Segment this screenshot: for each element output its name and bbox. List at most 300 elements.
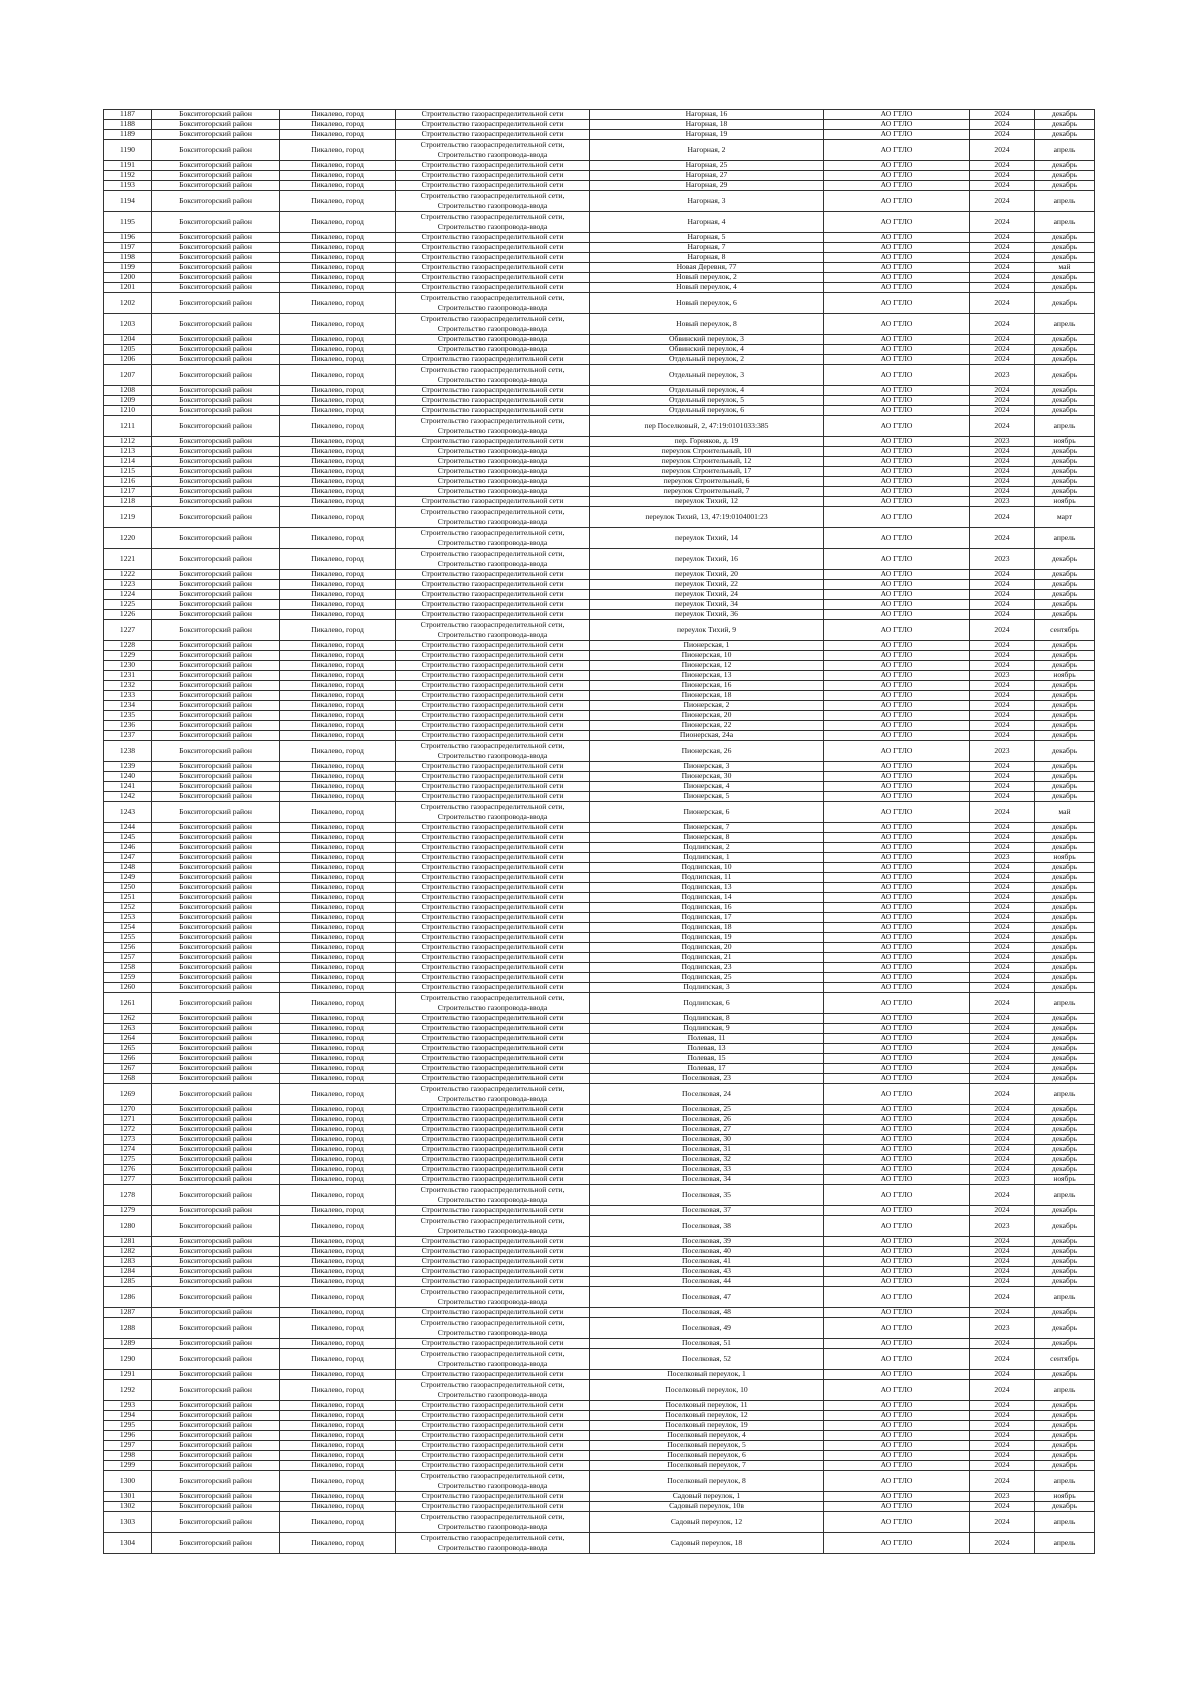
table-row <box>104 802 1095 823</box>
cell-settlement: Пикалево, город <box>280 741 396 762</box>
cell-district: Бокситогорский район <box>152 1411 280 1421</box>
table-row <box>104 293 1095 314</box>
cell-row-number: 1292 <box>104 1380 152 1401</box>
cell-settlement: Пикалево, город <box>280 233 396 243</box>
cell-district: Бокситогорский район <box>152 762 280 772</box>
table-row <box>104 590 1095 600</box>
cell-settlement: Пикалево, город <box>280 853 396 863</box>
cell-work-type-text: Строительство газораспределительной сети, Строительство газопровода-ввода <box>420 1512 565 1531</box>
cell-settlement: Пикалево, город <box>280 1267 396 1277</box>
cell-work-type: Строительство газораспределительной сети <box>396 782 590 792</box>
cell-organization: АО ГТЛО <box>824 457 970 467</box>
cell-district: Бокситогорский район <box>152 933 280 943</box>
cell-settlement: Пикалево, город <box>280 731 396 741</box>
table-row <box>104 1074 1095 1084</box>
cell-work-type: Строительство газораспределительной сети <box>396 497 590 507</box>
cell-address: Подлипская, 2 <box>590 843 824 853</box>
cell-year: 2024 <box>970 1054 1035 1064</box>
table-row <box>104 1024 1095 1034</box>
cell-district: Бокситогорский район <box>152 1512 280 1533</box>
cell-settlement: Пикалево, город <box>280 1411 396 1421</box>
cell-settlement: Пикалево, город <box>280 212 396 233</box>
cell-organization: АО ГТЛО <box>824 447 970 457</box>
cell-month: декабрь <box>1035 243 1095 253</box>
cell-row-number: 1189 <box>104 130 152 140</box>
cell-district: Бокситогорский район <box>152 983 280 993</box>
cell-year: 2024 <box>970 528 1035 549</box>
cell-settlement: Пикалево, город <box>280 549 396 570</box>
cell-work-type: Строительство газораспределительной сети <box>396 253 590 263</box>
cell-month: декабрь <box>1035 953 1095 963</box>
cell-year: 2024 <box>970 1014 1035 1024</box>
cell-row-number: 1246 <box>104 843 152 853</box>
cell-year: 2023 <box>970 671 1035 681</box>
cell-month: апрель <box>1035 416 1095 437</box>
table-row <box>104 365 1095 386</box>
cell-work-type: Строительство газораспределительной сети <box>396 691 590 701</box>
cell-organization: АО ГТЛО <box>824 1155 970 1165</box>
cell-settlement: Пикалево, город <box>280 507 396 528</box>
cell-work-type: Строительство газораспределительной сети <box>396 1421 590 1431</box>
table-row <box>104 191 1095 212</box>
table-row <box>104 681 1095 691</box>
table-row <box>104 570 1095 580</box>
cell-month: декабрь <box>1035 983 1095 993</box>
cell-row-number: 1255 <box>104 933 152 943</box>
cell-row-number: 1190 <box>104 140 152 161</box>
cell-month: декабрь <box>1035 293 1095 314</box>
cell-address: Полевая, 17 <box>590 1064 824 1074</box>
cell-settlement: Пикалево, город <box>280 973 396 983</box>
cell-work-type: Строительство газораспределительной сети <box>396 1074 590 1084</box>
cell-organization: АО ГТЛО <box>824 549 970 570</box>
cell-district: Бокситогорский район <box>152 1451 280 1461</box>
cell-address: Обвинский переулок, 4 <box>590 345 824 355</box>
cell-year: 2024 <box>970 314 1035 335</box>
cell-year: 2024 <box>970 181 1035 191</box>
cell-month: декабрь <box>1035 1044 1095 1054</box>
cell-district: Бокситогорский район <box>152 1308 280 1318</box>
cell-address: переулок Тихий, 16 <box>590 549 824 570</box>
cell-year: 2024 <box>970 1533 1035 1554</box>
cell-address: Поселковый переулок, 10 <box>590 1380 824 1401</box>
cell-month: декабрь <box>1035 661 1095 671</box>
cell-address: Поселковый переулок, 8 <box>590 1471 824 1492</box>
cell-organization: АО ГТЛО <box>824 933 970 943</box>
cell-month: декабрь <box>1035 273 1095 283</box>
cell-year: 2024 <box>970 293 1035 314</box>
cell-district: Бокситогорский район <box>152 497 280 507</box>
cell-row-number: 1248 <box>104 863 152 873</box>
table-row <box>104 1185 1095 1206</box>
cell-work-type <box>396 549 590 570</box>
cell-row-number: 1290 <box>104 1349 152 1370</box>
cell-work-type: Строительство газораспределительной сети <box>396 893 590 903</box>
cell-month: декабрь <box>1035 1105 1095 1115</box>
cell-month: декабрь <box>1035 130 1095 140</box>
cell-work-type: Строительство газопровода-ввода <box>396 447 590 457</box>
cell-settlement: Пикалево, город <box>280 140 396 161</box>
cell-year: 2024 <box>970 913 1035 923</box>
cell-work-type: Строительство газораспределительной сети <box>396 1125 590 1135</box>
cell-work-type: Строительство газораспределительной сети <box>396 1105 590 1115</box>
cell-work-type-text: Строительство газораспределительной сети, Строительство газопровода-ввода <box>420 212 565 231</box>
cell-month: ноябрь <box>1035 853 1095 863</box>
cell-month: декабрь <box>1035 283 1095 293</box>
cell-work-type: Строительство газораспределительной сети <box>396 110 590 120</box>
cell-address: переулок Тихий, 24 <box>590 590 824 600</box>
cell-year: 2024 <box>970 943 1035 953</box>
table-row <box>104 853 1095 863</box>
cell-organization: АО ГТЛО <box>824 293 970 314</box>
cell-year: 2024 <box>970 1044 1035 1054</box>
cell-organization: АО ГТЛО <box>824 661 970 671</box>
cell-settlement: Пикалево, город <box>280 863 396 873</box>
cell-settlement: Пикалево, город <box>280 923 396 933</box>
cell-row-number: 1197 <box>104 243 152 253</box>
cell-month: декабрь <box>1035 1421 1095 1431</box>
cell-year: 2023 <box>970 549 1035 570</box>
cell-year: 2024 <box>970 1471 1035 1492</box>
cell-settlement: Пикалево, город <box>280 1370 396 1380</box>
cell-district: Бокситогорский район <box>152 1044 280 1054</box>
cell-year: 2024 <box>970 1135 1035 1145</box>
cell-work-type <box>396 802 590 823</box>
cell-year: 2024 <box>970 973 1035 983</box>
cell-address: Поселковая, 51 <box>590 1339 824 1349</box>
cell-row-number: 1206 <box>104 355 152 365</box>
cell-address: пер Поселковый, 2, 47:19:0101033:385 <box>590 416 824 437</box>
cell-address: Полевая, 13 <box>590 1044 824 1054</box>
table-row <box>104 396 1095 406</box>
cell-settlement: Пикалево, город <box>280 487 396 497</box>
cell-settlement: Пикалево, город <box>280 386 396 396</box>
table-row <box>104 355 1095 365</box>
cell-month: декабрь <box>1035 1074 1095 1084</box>
table-row <box>104 1135 1095 1145</box>
cell-row-number: 1300 <box>104 1471 152 1492</box>
cell-address: Подлипская, 25 <box>590 973 824 983</box>
table-row <box>104 1216 1095 1237</box>
cell-organization: АО ГТЛО <box>824 762 970 772</box>
cell-month: декабрь <box>1035 477 1095 487</box>
cell-row-number: 1278 <box>104 1185 152 1206</box>
cell-address: переулок Строительный, 12 <box>590 457 824 467</box>
cell-row-number: 1258 <box>104 963 152 973</box>
cell-row-number: 1294 <box>104 1411 152 1421</box>
cell-month: декабрь <box>1035 731 1095 741</box>
cell-address: Поселковая, 48 <box>590 1308 824 1318</box>
cell-settlement: Пикалево, город <box>280 600 396 610</box>
cell-address: Поселковый переулок, 6 <box>590 1451 824 1461</box>
cell-row-number: 1269 <box>104 1084 152 1105</box>
cell-row-number: 1254 <box>104 923 152 933</box>
cell-address: Подлипская, 13 <box>590 883 824 893</box>
cell-settlement: Пикалево, город <box>280 651 396 661</box>
cell-row-number: 1198 <box>104 253 152 263</box>
cell-district: Бокситогорский район <box>152 1471 280 1492</box>
cell-row-number: 1265 <box>104 1044 152 1054</box>
cell-settlement: Пикалево, город <box>280 823 396 833</box>
cell-row-number: 1267 <box>104 1064 152 1074</box>
cell-settlement: Пикалево, город <box>280 1257 396 1267</box>
cell-settlement: Пикалево, город <box>280 1318 396 1339</box>
cell-settlement: Пикалево, город <box>280 1380 396 1401</box>
cell-year: 2024 <box>970 1461 1035 1471</box>
cell-work-type-text: Строительство газораспределительной сети, Строительство газопровода-ввода <box>420 314 565 333</box>
cell-address: переулок Тихий, 36 <box>590 610 824 620</box>
cell-month: декабрь <box>1035 487 1095 497</box>
cell-month: декабрь <box>1035 833 1095 843</box>
cell-address: Нагорная, 8 <box>590 253 824 263</box>
cell-year: 2024 <box>970 963 1035 973</box>
cell-month: декабрь <box>1035 610 1095 620</box>
cell-settlement: Пикалево, город <box>280 243 396 253</box>
table-row <box>104 903 1095 913</box>
cell-row-number: 1208 <box>104 386 152 396</box>
cell-work-type: Строительство газораспределительной сети <box>396 1401 590 1411</box>
cell-work-type: Строительство газораспределительной сети <box>396 1165 590 1175</box>
cell-row-number: 1195 <box>104 212 152 233</box>
table-row <box>104 130 1095 140</box>
cell-row-number: 1191 <box>104 161 152 171</box>
cell-row-number: 1236 <box>104 721 152 731</box>
cell-settlement: Пикалево, город <box>280 1512 396 1533</box>
cell-work-type-text: Строительство газораспределительной сети, Строительство газопровода-ввода <box>420 1216 565 1235</box>
cell-organization: АО ГТЛО <box>824 1339 970 1349</box>
cell-address: Нагорная, 3 <box>590 191 824 212</box>
cell-year: 2024 <box>970 120 1035 130</box>
cell-year: 2024 <box>970 762 1035 772</box>
table-row <box>104 1155 1095 1165</box>
cell-settlement: Пикалево, город <box>280 1401 396 1411</box>
cell-organization: АО ГТЛО <box>824 1441 970 1451</box>
cell-settlement: Пикалево, город <box>280 873 396 883</box>
cell-month: декабрь <box>1035 549 1095 570</box>
cell-work-type-text: Строительство газораспределительной сети, Строительство газопровода-ввода <box>420 741 565 760</box>
cell-organization: АО ГТЛО <box>824 843 970 853</box>
cell-district: Бокситогорский район <box>152 416 280 437</box>
cell-district: Бокситогорский район <box>152 802 280 823</box>
cell-district: Бокситогорский район <box>152 883 280 893</box>
cell-month: декабрь <box>1035 335 1095 345</box>
cell-district: Бокситогорский район <box>152 335 280 345</box>
cell-year: 2023 <box>970 437 1035 447</box>
cell-work-type: Строительство газораспределительной сети <box>396 243 590 253</box>
table-row <box>104 528 1095 549</box>
cell-settlement: Пикалево, город <box>280 570 396 580</box>
cell-address: Пионерская, 2 <box>590 701 824 711</box>
cell-organization: АО ГТЛО <box>824 923 970 933</box>
table-row <box>104 1421 1095 1431</box>
table-row <box>104 1206 1095 1216</box>
cell-settlement: Пикалево, город <box>280 893 396 903</box>
cell-organization: АО ГТЛО <box>824 1216 970 1237</box>
cell-address: Поселковая, 52 <box>590 1349 824 1370</box>
cell-row-number: 1228 <box>104 641 152 651</box>
cell-work-type: Строительство газораспределительной сети <box>396 437 590 447</box>
cell-district: Бокситогорский район <box>152 843 280 853</box>
cell-district: Бокситогорский район <box>152 243 280 253</box>
cell-month: декабрь <box>1035 641 1095 651</box>
cell-month: декабрь <box>1035 721 1095 731</box>
cell-address: Подлипская, 10 <box>590 863 824 873</box>
cell-work-type-text: Строительство газораспределительной сети, Строительство газопровода-ввода <box>420 507 565 526</box>
cell-organization: АО ГТЛО <box>824 1044 970 1054</box>
cell-year: 2024 <box>970 467 1035 477</box>
cell-settlement: Пикалево, город <box>280 253 396 263</box>
cell-work-type: Строительство газораспределительной сети <box>396 1308 590 1318</box>
cell-month: декабрь <box>1035 762 1095 772</box>
cell-district: Бокситогорский район <box>152 191 280 212</box>
cell-month: декабрь <box>1035 1257 1095 1267</box>
cell-district: Бокситогорский район <box>152 130 280 140</box>
cell-year: 2024 <box>970 893 1035 903</box>
cell-row-number: 1220 <box>104 528 152 549</box>
cell-year: 2023 <box>970 497 1035 507</box>
cell-work-type: Строительство газораспределительной сети <box>396 701 590 711</box>
cell-row-number: 1231 <box>104 671 152 681</box>
cell-organization: АО ГТЛО <box>824 1431 970 1441</box>
cell-settlement: Пикалево, город <box>280 913 396 923</box>
cell-settlement: Пикалево, город <box>280 130 396 140</box>
cell-month: декабрь <box>1035 1461 1095 1471</box>
cell-settlement: Пикалево, город <box>280 120 396 130</box>
table-row <box>104 792 1095 802</box>
cell-district: Бокситогорский район <box>152 671 280 681</box>
cell-settlement: Пикалево, город <box>280 191 396 212</box>
cell-year: 2024 <box>970 731 1035 741</box>
cell-district: Бокситогорский район <box>152 345 280 355</box>
cell-address: Поселковая, 23 <box>590 1074 824 1084</box>
cell-work-type: Строительство газораспределительной сети <box>396 1277 590 1287</box>
table-row <box>104 1044 1095 1054</box>
cell-settlement: Пикалево, город <box>280 1492 396 1502</box>
cell-month: декабрь <box>1035 963 1095 973</box>
cell-month: апрель <box>1035 191 1095 212</box>
cell-address: Подлипская, 18 <box>590 923 824 933</box>
table-row <box>104 580 1095 590</box>
cell-address: Пионерская, 22 <box>590 721 824 731</box>
cell-organization: АО ГТЛО <box>824 600 970 610</box>
cell-year: 2024 <box>970 1421 1035 1431</box>
cell-organization: АО ГТЛО <box>824 1257 970 1267</box>
table-row <box>104 641 1095 651</box>
cell-address: Подлипская, 9 <box>590 1024 824 1034</box>
cell-organization: АО ГТЛО <box>824 580 970 590</box>
cell-row-number: 1268 <box>104 1074 152 1084</box>
cell-year: 2024 <box>970 1267 1035 1277</box>
cell-work-type: Строительство газораспределительной сети <box>396 1024 590 1034</box>
cell-row-number: 1302 <box>104 1502 152 1512</box>
cell-month: март <box>1035 507 1095 528</box>
cell-month: декабрь <box>1035 1115 1095 1125</box>
cell-row-number: 1266 <box>104 1054 152 1064</box>
cell-district: Бокситогорский район <box>152 641 280 651</box>
cell-organization: АО ГТЛО <box>824 873 970 883</box>
table-row <box>104 963 1095 973</box>
cell-settlement: Пикалево, город <box>280 1024 396 1034</box>
cell-month: декабрь <box>1035 883 1095 893</box>
cell-work-type <box>396 993 590 1014</box>
cell-row-number: 1245 <box>104 833 152 843</box>
cell-month: декабрь <box>1035 447 1095 457</box>
cell-district: Бокситогорский район <box>152 741 280 762</box>
cell-organization: АО ГТЛО <box>824 651 970 661</box>
table-row <box>104 953 1095 963</box>
cell-work-type-text: Строительство газораспределительной сети, Строительство газопровода-ввода <box>420 528 565 547</box>
cell-month: май <box>1035 263 1095 273</box>
cell-settlement: Пикалево, город <box>280 171 396 181</box>
cell-settlement: Пикалево, город <box>280 1084 396 1105</box>
cell-month: декабрь <box>1035 181 1095 191</box>
cell-year: 2024 <box>970 1349 1035 1370</box>
cell-month: декабрь <box>1035 691 1095 701</box>
cell-month: декабрь <box>1035 1237 1095 1247</box>
cell-address: переулок Тихий, 14 <box>590 528 824 549</box>
cell-district: Бокситогорский район <box>152 110 280 120</box>
cell-address: Нагорная, 19 <box>590 130 824 140</box>
table-row <box>104 1034 1095 1044</box>
cell-address: Нагорная, 7 <box>590 243 824 253</box>
cell-district: Бокситогорский район <box>152 396 280 406</box>
cell-work-type: Строительство газораспределительной сети <box>396 661 590 671</box>
cell-address: Пионерская, 7 <box>590 823 824 833</box>
cell-year: 2024 <box>970 161 1035 171</box>
cell-month: декабрь <box>1035 973 1095 983</box>
cell-district: Бокситогорский район <box>152 691 280 701</box>
table-row <box>104 993 1095 1014</box>
cell-organization: АО ГТЛО <box>824 963 970 973</box>
cell-organization: АО ГТЛО <box>824 701 970 711</box>
cell-organization: АО ГТЛО <box>824 467 970 477</box>
cell-district: Бокситогорский район <box>152 233 280 243</box>
cell-year: 2024 <box>970 792 1035 802</box>
cell-row-number: 1196 <box>104 233 152 243</box>
cell-address: Поселковый переулок, 5 <box>590 1441 824 1451</box>
cell-row-number: 1212 <box>104 437 152 447</box>
cell-district: Бокситогорский район <box>152 1145 280 1155</box>
cell-district: Бокситогорский район <box>152 1287 280 1308</box>
cell-year: 2024 <box>970 1502 1035 1512</box>
cell-settlement: Пикалево, город <box>280 933 396 943</box>
cell-district: Бокситогорский район <box>152 1125 280 1135</box>
cell-organization: АО ГТЛО <box>824 110 970 120</box>
cell-work-type: Строительство газораспределительной сети <box>396 671 590 681</box>
cell-month: декабрь <box>1035 1064 1095 1074</box>
cell-row-number: 1209 <box>104 396 152 406</box>
cell-month: апрель <box>1035 993 1095 1014</box>
cell-district: Бокситогорский район <box>152 1421 280 1431</box>
cell-district: Бокситогорский район <box>152 507 280 528</box>
cell-month: декабрь <box>1035 467 1095 477</box>
cell-year: 2024 <box>970 873 1035 883</box>
cell-year: 2024 <box>970 802 1035 823</box>
table-row <box>104 233 1095 243</box>
cell-address: Подлипская, 3 <box>590 983 824 993</box>
cell-work-type: Строительство газораспределительной сети <box>396 590 590 600</box>
table-body <box>104 110 1095 1554</box>
table-row <box>104 671 1095 681</box>
cell-settlement: Пикалево, город <box>280 1277 396 1287</box>
cell-month: декабрь <box>1035 355 1095 365</box>
cell-year: 2023 <box>970 853 1035 863</box>
cell-row-number: 1239 <box>104 762 152 772</box>
cell-district: Бокситогорский район <box>152 355 280 365</box>
cell-work-type: Строительство газораспределительной сети <box>396 983 590 993</box>
cell-organization: АО ГТЛО <box>824 386 970 396</box>
cell-row-number: 1304 <box>104 1533 152 1554</box>
